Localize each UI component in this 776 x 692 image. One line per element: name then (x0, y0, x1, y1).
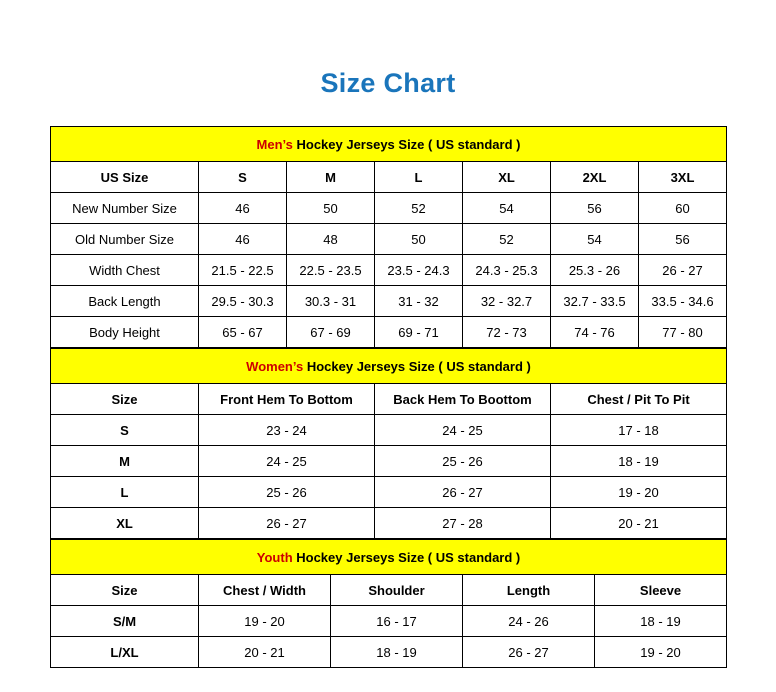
mens-cell-3-1: 30.3 - 31 (287, 286, 375, 317)
mens-cell-4-4: 74 - 76 (551, 317, 639, 348)
mens-cell-3-3: 32 - 32.7 (463, 286, 551, 317)
size-chart-container (50, 126, 726, 668)
youth-cell-1-0: 20 - 21 (199, 637, 331, 668)
youth-col-header-3: Length (463, 575, 595, 606)
mens-section-header-row (51, 127, 727, 162)
womens-cell-0-2: 17 - 18 (551, 415, 727, 446)
mens-cell-4-0: 65 - 67 (199, 317, 287, 348)
womens-cell-1-1: 25 - 26 (375, 446, 551, 477)
table-row (51, 606, 727, 637)
mens-cell-1-0: 46 (199, 224, 287, 255)
mens-cell-2-3: 24.3 - 25.3 (463, 255, 551, 286)
mens-cell-0-3: 54 (463, 193, 551, 224)
mens-cell-4-2: 69 - 71 (375, 317, 463, 348)
youth-cell-0-2: 24 - 26 (463, 606, 595, 637)
table-row (51, 317, 727, 348)
page-title: Size Chart (320, 68, 456, 98)
womens-cell-2-1: 26 - 27 (375, 477, 551, 508)
womens-section-header-row (51, 349, 727, 384)
womens-cell-0-0: 23 - 24 (199, 415, 375, 446)
mens-cell-1-2: 50 (375, 224, 463, 255)
table-row (51, 637, 727, 668)
table-row (51, 415, 727, 446)
youth-cell-1-1: 18 - 19 (331, 637, 463, 668)
mens-header-accent: Men’s (256, 136, 293, 152)
youth-col-header-0: Size (51, 575, 199, 606)
youth-cell-0-3: 18 - 19 (595, 606, 727, 637)
youth-cell-0-0: 19 - 20 (199, 606, 331, 637)
youth-col-header-4: Sleeve (595, 575, 727, 606)
mens-row-label-1: Old Number Size (51, 224, 199, 255)
table-row (51, 224, 727, 255)
womens-row-label-3: XL (51, 508, 199, 539)
youth-row-label-0: S/M (51, 606, 199, 637)
womens-cell-3-2: 20 - 21 (551, 508, 727, 539)
youth-col-header-2: Shoulder (331, 575, 463, 606)
table-row (51, 162, 727, 193)
mens-col-header-0: US Size (51, 162, 199, 193)
mens-row-label-3: Back Length (51, 286, 199, 317)
mens-cell-0-1: 50 (287, 193, 375, 224)
womens-size-table (50, 348, 727, 539)
table-row (51, 477, 727, 508)
mens-cell-1-4: 54 (551, 224, 639, 255)
mens-cell-4-5: 77 - 80 (639, 317, 727, 348)
womens-col-header-2: Back Hem To Boottom (375, 384, 551, 415)
womens-col-header-0: Size (51, 384, 199, 415)
youth-section-header (51, 540, 727, 575)
youth-section-header-row (51, 540, 727, 575)
youth-row-label-1: L/XL (51, 637, 199, 668)
womens-row-label-1: M (51, 446, 199, 477)
womens-cell-3-0: 26 - 27 (199, 508, 375, 539)
table-row (51, 255, 727, 286)
mens-cell-0-2: 52 (375, 193, 463, 224)
womens-col-header-3: Chest / Pit To Pit (551, 384, 727, 415)
mens-cell-0-5: 60 (639, 193, 727, 224)
mens-col-header-3: L (375, 162, 463, 193)
mens-cell-0-0: 46 (199, 193, 287, 224)
mens-cell-4-3: 72 - 73 (463, 317, 551, 348)
womens-cell-3-1: 27 - 28 (375, 508, 551, 539)
table-row (51, 575, 727, 606)
table-row (51, 446, 727, 477)
mens-cell-2-0: 21.5 - 22.5 (199, 255, 287, 286)
womens-header-accent: Women’s (246, 358, 304, 374)
womens-col-header-1: Front Hem To Bottom (199, 384, 375, 415)
mens-cell-3-4: 32.7 - 33.5 (551, 286, 639, 317)
womens-cell-1-0: 24 - 25 (199, 446, 375, 477)
mens-cell-2-4: 25.3 - 26 (551, 255, 639, 286)
mens-size-table (50, 126, 727, 348)
mens-col-header-6: 3XL (639, 162, 727, 193)
womens-cell-2-0: 25 - 26 (199, 477, 375, 508)
mens-col-header-2: M (287, 162, 375, 193)
table-row (51, 193, 727, 224)
mens-col-header-4: XL (463, 162, 551, 193)
youth-col-header-1: Chest / Width (199, 575, 331, 606)
youth-cell-0-1: 16 - 17 (331, 606, 463, 637)
mens-cell-1-3: 52 (463, 224, 551, 255)
womens-row-label-0: S (51, 415, 199, 446)
mens-cell-3-2: 31 - 32 (375, 286, 463, 317)
mens-cell-3-5: 33.5 - 34.6 (639, 286, 727, 317)
womens-header-rest: Hockey Jerseys Size ( US standard ) (303, 358, 531, 374)
womens-row-label-2: L (51, 477, 199, 508)
mens-cell-3-0: 29.5 - 30.3 (199, 286, 287, 317)
youth-header-rest: Hockey Jerseys Size ( US standard ) (292, 549, 521, 565)
mens-col-header-1: S (199, 162, 287, 193)
mens-row-label-2: Width Chest (51, 255, 199, 286)
mens-row-label-0: New Number Size (51, 193, 199, 224)
mens-row-label-4: Body Height (51, 317, 199, 348)
youth-header-accent: Youth (256, 549, 293, 565)
mens-cell-2-2: 23.5 - 24.3 (375, 255, 463, 286)
mens-col-header-5: 2XL (551, 162, 639, 193)
mens-cell-2-5: 26 - 27 (639, 255, 727, 286)
youth-size-table (50, 539, 727, 668)
womens-cell-1-2: 18 - 19 (551, 446, 727, 477)
womens-cell-2-2: 19 - 20 (551, 477, 727, 508)
mens-section-header (51, 127, 727, 162)
mens-cell-0-4: 56 (551, 193, 639, 224)
mens-cell-2-1: 22.5 - 23.5 (287, 255, 375, 286)
mens-cell-1-1: 48 (287, 224, 375, 255)
mens-header-rest: Hockey Jerseys Size ( US standard ) (292, 136, 521, 152)
womens-cell-0-1: 24 - 25 (375, 415, 551, 446)
table-row (51, 384, 727, 415)
mens-cell-1-5: 56 (639, 224, 727, 255)
youth-cell-1-2: 26 - 27 (463, 637, 595, 668)
womens-section-header (51, 349, 727, 384)
mens-cell-4-1: 67 - 69 (287, 317, 375, 348)
table-row (51, 508, 727, 539)
youth-cell-1-3: 19 - 20 (595, 637, 727, 668)
table-row (51, 286, 727, 317)
